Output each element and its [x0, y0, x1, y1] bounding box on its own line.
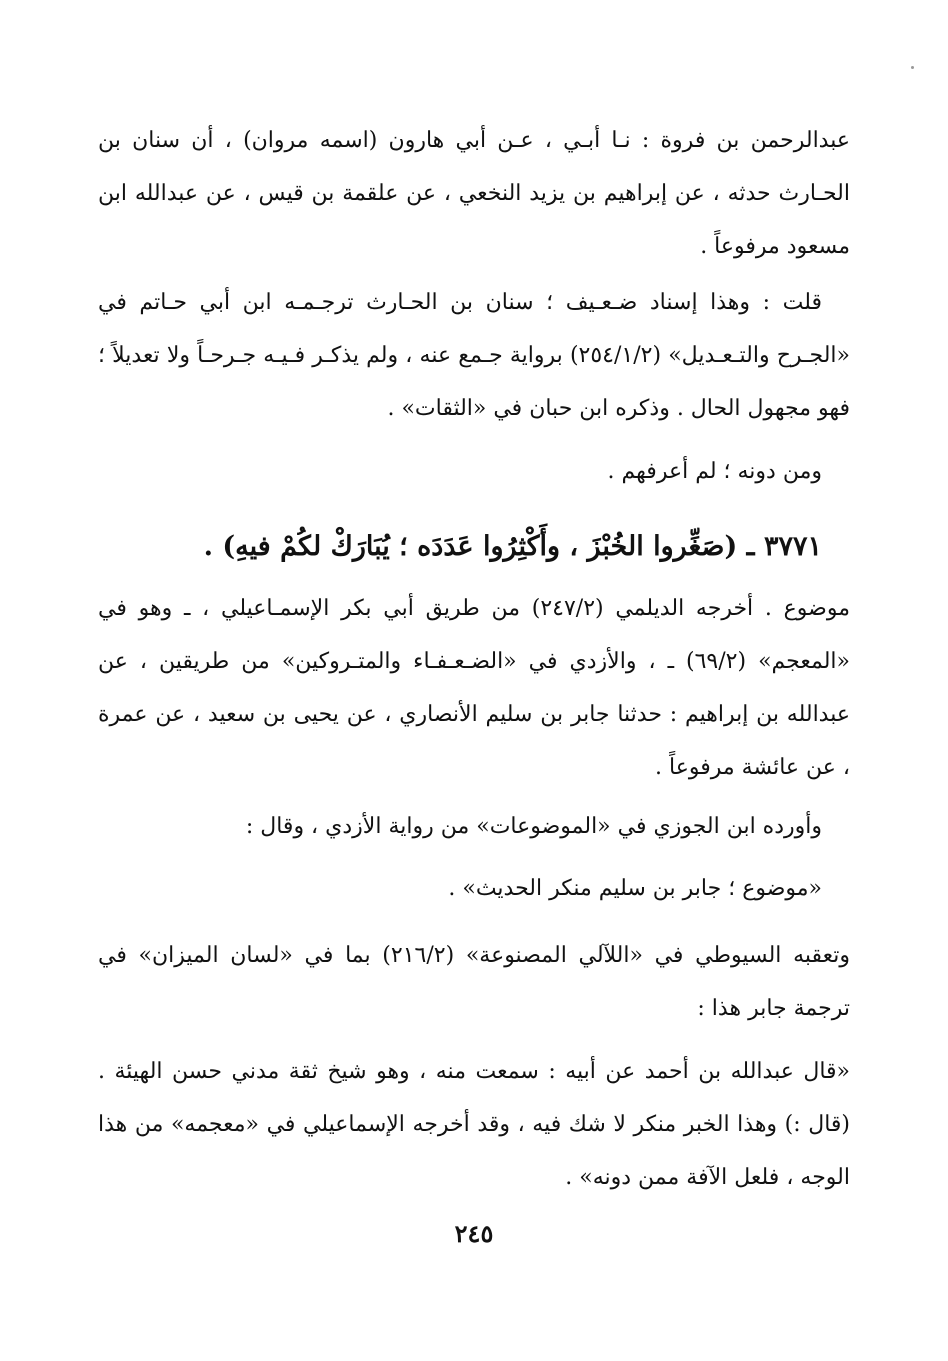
scan-speck — [911, 66, 914, 69]
paragraph-ibn-jawzi: وأورده ابن الجوزي في «الموضوعات» من رواية الأزدي ، وقال : — [245, 814, 822, 839]
paragraph-quote-mawdu: «موضوع ؛ جابر بن سليم منكر الحديث» . — [448, 876, 822, 901]
paragraph-takhrij: موضوع . أخرجه الديلمي (٢٤٧/٢) من طريق أبي بكر الإسمـاعيلي ، ـ وهو في «المعجم» (٦٩/٢) ـ ، والأزدي في «الضـعـفـاء والمتـروكين» من طريقين ، عن عبدالله بن إبراهيم : حدثنا جابر بن سليم الأنصاري ، عن يحيى بن سعيد ، عن عمرة ، عن عائشة مرفوعاً . — [98, 596, 850, 780]
paragraph-commentary: قلت : وهذا إسناد ضـعـيف ؛ سنان بن الحـارث ترجـمـه ابن أبي حـاتم في «الجـرح والتـعـديل» (٢٥٤/١/٢) برواية جـمع عنه ، ولم يذكـر فـيـه جـرحـاً ولا تعديلاً ؛ فهو مجهول الحال . وذكره ابن حبان في «الثقات» . — [98, 290, 850, 421]
page-number: ٢٤٥ — [454, 1219, 494, 1248]
paragraph-isnad: عبدالرحمن بن فروة : نـا أبـي ، عـن أبي هارون (اسمه مروان) ، أن سنان بن الحـارث حدثه ، عن إبراهيم بن يزيد النخعي ، عن علقمة بن قيس ، عن عبدالله ابن مسعود مرفوعاً . — [98, 128, 850, 259]
paragraph-suyuti: وتعقبه السيوطي في «اللآلي المصنوعة» (٢١٦/٢) بما في «لسان الميزان» في ترجمة جابر هذا : — [98, 943, 850, 1021]
paragraph-unknown-narrators: ومن دونه ؛ لم أعرفهم . — [607, 459, 822, 484]
hadith-heading: ٣٧٧١ ـ (صَغِّروا الخُبْزَ ، وأَكْثِرُوا عَدَدَه ؛ يُبَارَكْ لكُمْ فيهِ) . — [203, 531, 822, 562]
paragraph-quote-ahmad: «قال عبدالله بن أحمد عن أبيه : سمعت منه ، وهو شيخ ثقة مدني حسن الهيئة . (قال :) وهذا الخبر منكر لا شك فيه ، وقد أخرجه الإسماعيلي في «معجمه» من هذا الوجه ، فلعل الآفة ممن دونه» . — [98, 1059, 850, 1190]
